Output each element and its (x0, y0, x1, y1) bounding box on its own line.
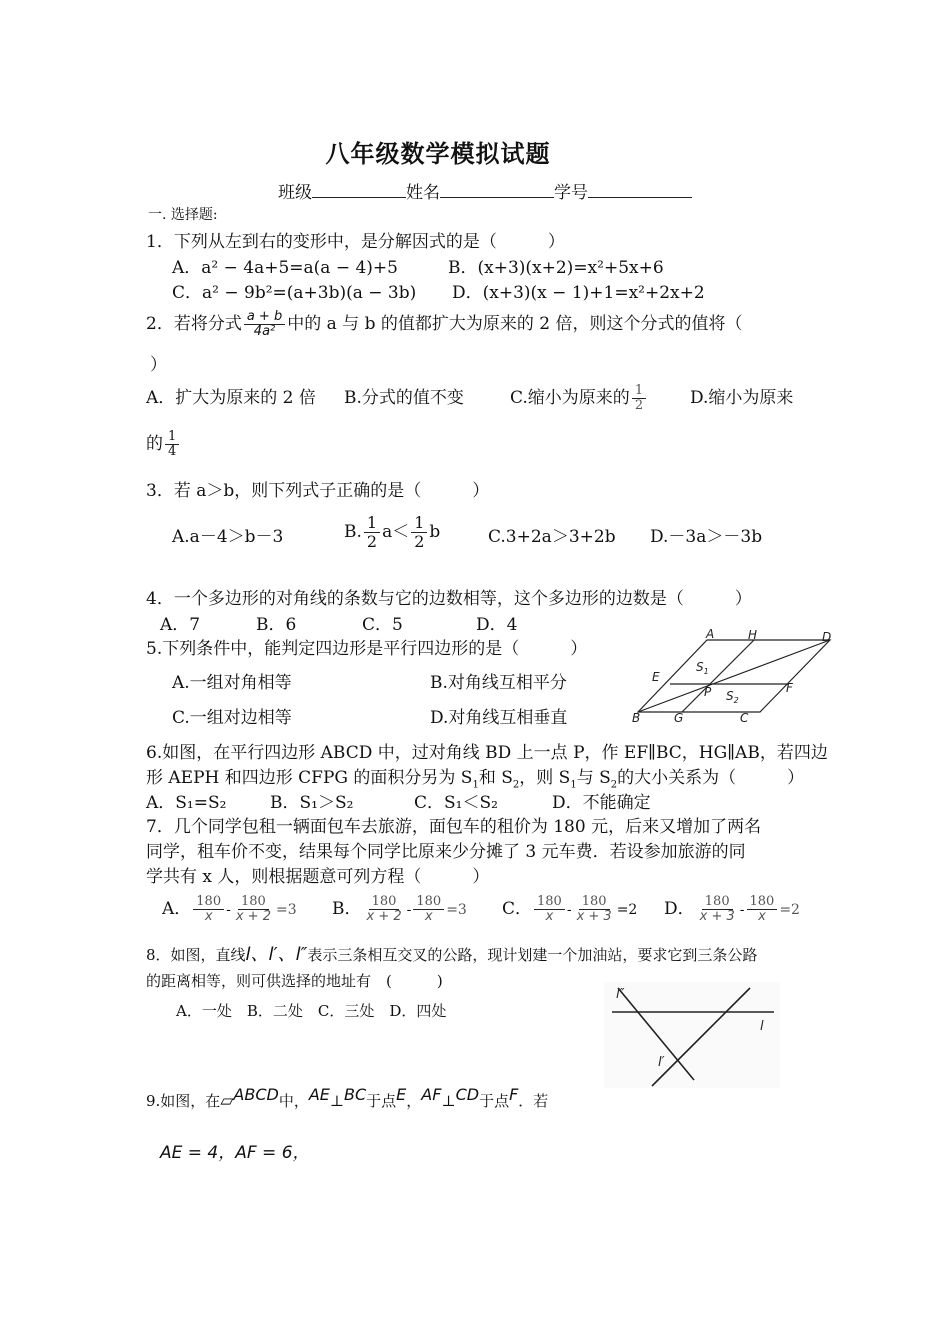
q2-fraction: $\frac{a + b}{\text{4a²}}$ (244, 310, 285, 340)
parallelogram-figure (620, 626, 840, 726)
q4-option-a: A．7 (160, 615, 201, 635)
parallelogram-symbol: ▱ (220, 1091, 234, 1111)
student-info-header (278, 178, 692, 203)
q7-line1: 7．几个同学包租一辆面包车去旅游，面包车的租价为 180 元，后来又增加了两名 (146, 817, 762, 837)
q5-option-d: D.对角线互相垂直 (430, 708, 568, 728)
q8-line-names: l、l′、l″ (245, 944, 308, 965)
q2-option-c: C.缩小为原来的 $\frac{1}{2}$ (510, 378, 648, 418)
label-a: A (706, 627, 715, 641)
id-label: 学号 (554, 183, 588, 203)
name-label: 姓名 (406, 183, 440, 203)
q6-line2: 形 AEPH 和四边形 CFPG 的面积分另为 $S_1$和 $S_2$，则 $S_1$与 $S_2$的大小关系为（ ） (146, 768, 805, 791)
q8-line1: 8．如图，直线l、l′、l″表示三条相互交叉的公路，现计划建一个加油站，要求它到三条公路 (146, 944, 758, 965)
q5-option-b: B.对角线互相平分 (430, 673, 567, 693)
q2-stem-pre: 2．若将分式 (146, 314, 242, 334)
q2-stem (146, 304, 742, 344)
q6-option-d: D．不能确定 (552, 793, 651, 813)
label-h: H (748, 628, 758, 642)
q2-option-d-tail: 的 $\frac{1}{4}$ (146, 424, 181, 464)
q1-option-a: A．a² − 4a+5=a(a − 4)+5 (172, 258, 398, 278)
label-l-prime: l′ (658, 1055, 665, 1070)
q7-option-a: A． $\frac{180}{x}$ - $\frac{180}{x + 2}$ =3 (162, 893, 297, 924)
q6-option-a: A．S₁=S₂ (146, 793, 227, 813)
q7-line3: 学共有 x 人，则根据题意可列方程（ ） (146, 867, 490, 887)
q6-option-b: B．S₁＞S₂ (270, 793, 354, 813)
section-heading: 一. 选择题: (148, 207, 218, 223)
q1-stem: 1．下列从左到右的变形中，是分解因式的是（ ） (146, 232, 565, 252)
q2-option-a: A．扩大为原来的 2 倍 (146, 388, 316, 408)
q7-option-b: B． $\frac{180}{x + 2}$ - $\frac{180}{x}$ =3 (332, 893, 467, 924)
q7-option-c: C． $\frac{180}{x}$ - $\frac{180}{x + 3}$ =2 (502, 893, 638, 924)
q2-option-d: D.缩小为原来 (690, 388, 794, 408)
q1-option-d: D．(x+3)(x − 1)+1=x²+2x+2 (452, 283, 705, 303)
q5-option-a: A.一组对角相等 (172, 673, 292, 693)
q2-option-b: B.分式的值不变 (344, 388, 464, 408)
label-l: l (760, 1019, 764, 1034)
label-f: F (786, 681, 793, 695)
q3-option-b: B. $\frac{1}{2}$ a＜ $\frac{1}{2}$ b (344, 513, 441, 551)
q9-line1: 9.如图，在▱ABCD中，AE⊥BC于点E，AF⊥CD于点F．若 (146, 1085, 549, 1111)
label-c: C (740, 711, 749, 725)
q2-option-c-fraction: $\frac{1}{2}$ (632, 384, 646, 414)
q7-option-d: D． $\frac{180}{x + 3}$ - $\frac{180}{x}$ =2 (664, 893, 800, 924)
q8-line2: 的距离相等，则可供选择的地址有 ( ) (146, 972, 443, 990)
three-roads-figure (604, 982, 780, 1088)
q4-stem: 4．一个多边形的对角线的条数与它的边数相等，这个多边形的边数是（ ） (146, 589, 752, 609)
q5-option-c: C.一组对边相等 (172, 708, 292, 728)
segment-hg (682, 640, 754, 712)
q3-option-c: C.3+2a＞3+2b (488, 527, 616, 547)
q4-option-b: B．6 (256, 615, 297, 635)
label-s1: $S_1$ (696, 660, 709, 676)
label-g: G (674, 711, 684, 725)
q2-options (146, 378, 316, 418)
id-blank (588, 181, 692, 198)
q7-line2: 同学，租车价不变，结果每个同学比原来少分摊了 3 元车费．若设参加旅游的同 (146, 842, 746, 862)
q5-stem: 5.下列条件中，能判定四边形是平行四边形的是（ ） (146, 639, 588, 659)
q2-option-d-fraction: $\frac{1}{4}$ (165, 430, 179, 460)
q4-option-d: D．4 (476, 615, 518, 635)
q9-line2: AE = 4，AF = 6， (160, 1143, 310, 1163)
label-b: B (632, 711, 641, 725)
q6-option-c: C．S₁＜S₂ (414, 793, 498, 813)
q6-line1: 6.如图，在平行四边形 ABCD 中，过对角线 BD 上一点 P，作 EF∥BC，HG∥AB，若四边 (146, 743, 828, 763)
label-s2: $S_2$ (726, 689, 739, 705)
label-d: D (822, 630, 832, 644)
class-blank (312, 181, 406, 198)
figure-background (604, 982, 780, 1088)
q1-option-c: C．a² − 9b²=(a+3b)(a − 3b) (172, 283, 417, 303)
q4-option-c: C．5 (362, 615, 403, 635)
q3-option-a: A.a－4＞b－3 (172, 527, 284, 547)
class-label: 班级 (278, 183, 312, 203)
q2-stem-end: ） (150, 355, 167, 375)
label-p: P (704, 685, 712, 699)
q3-option-d: D.－3a＞－3b (650, 527, 763, 547)
label-l-double-prime: l″ (616, 987, 625, 1002)
label-e: E (652, 670, 660, 684)
q3-stem: 3．若 a＞b，则下列式子正确的是（ ） (146, 481, 490, 501)
q1-option-b: B．(x+3)(x+2)=x²+5x+6 (448, 258, 664, 278)
name-blank (440, 181, 554, 198)
page-title: 八年级数学模拟试题 (325, 140, 551, 168)
q2-stem-post: 中的 a 与 b 的值都扩大为原来的 2 倍，则这个分式的值将（ (287, 314, 743, 334)
q8-options: A．一处 B．二处 C．三处 D．四处 (176, 1002, 447, 1020)
